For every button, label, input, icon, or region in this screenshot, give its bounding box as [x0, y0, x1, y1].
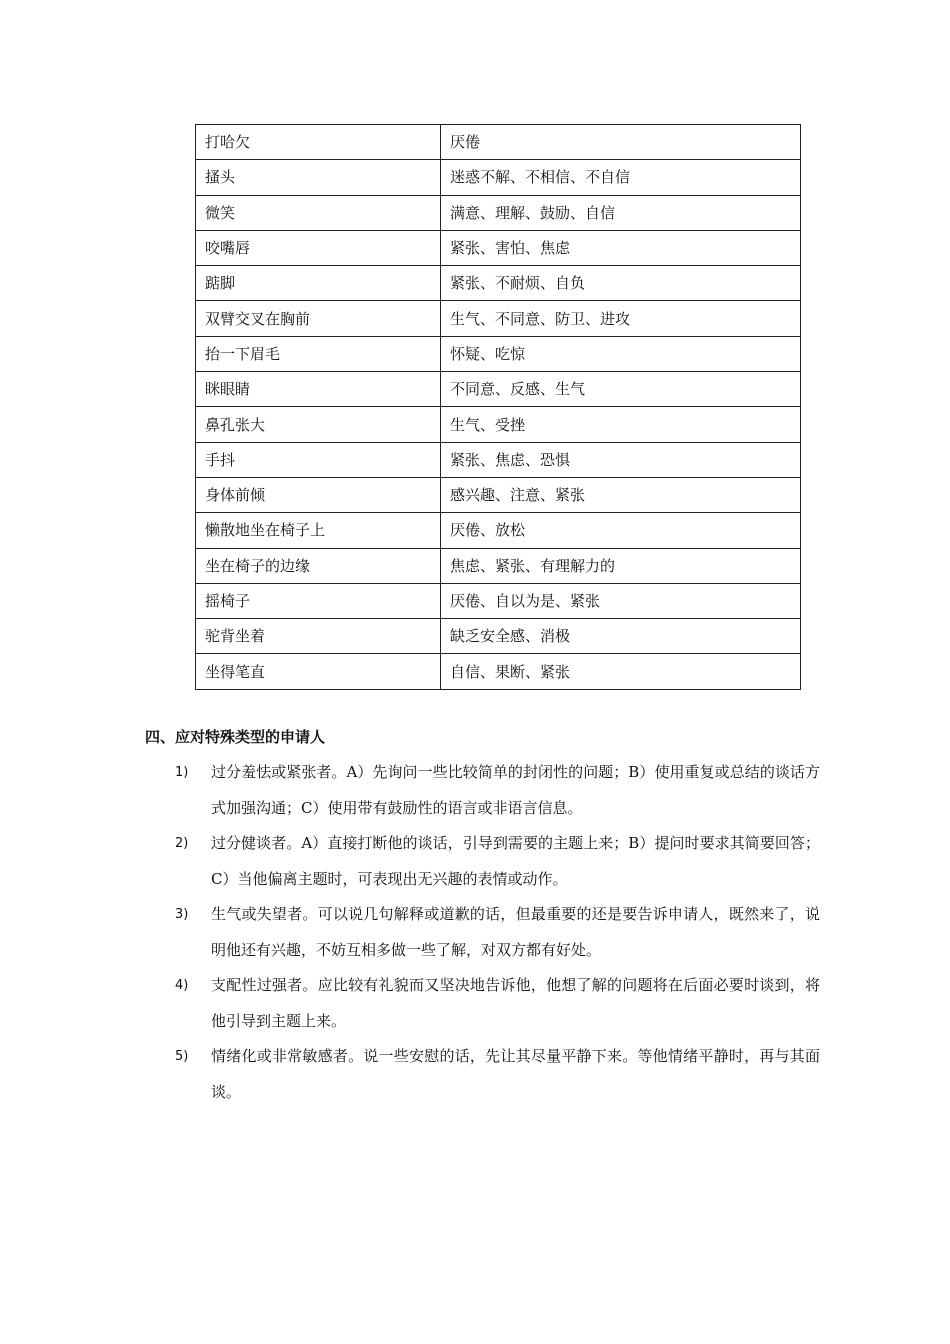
- list-item-number: 1): [175, 765, 189, 780]
- list-item: [175, 968, 820, 1039]
- meaning-cell: 厌倦: [441, 125, 801, 160]
- applicant-types-list: [175, 755, 820, 1110]
- meaning-cell: 感兴趣、注意、紧张: [441, 477, 801, 512]
- table-row: [196, 654, 801, 689]
- table-row: [196, 619, 801, 654]
- meaning-cell: 怀疑、吃惊: [441, 336, 801, 371]
- table-row: [196, 407, 801, 442]
- gesture-cell: 打哈欠: [196, 125, 441, 160]
- gesture-cell: 搔头: [196, 160, 441, 195]
- table-row: [196, 477, 801, 512]
- table-row: [196, 230, 801, 265]
- list-item: [175, 1039, 820, 1110]
- table-row: [196, 583, 801, 618]
- meaning-cell: 厌倦、自以为是、紧张: [441, 583, 801, 618]
- gesture-cell: 双臂交叉在胸前: [196, 301, 441, 336]
- meaning-cell: 紧张、不耐烦、自负: [441, 266, 801, 301]
- table-row: [196, 266, 801, 301]
- gesture-cell: 驼背坐着: [196, 619, 441, 654]
- table-row: [196, 336, 801, 371]
- list-item: [175, 826, 820, 897]
- body-language-table: [195, 124, 801, 690]
- gesture-cell: 咬嘴唇: [196, 230, 441, 265]
- table-row: [196, 125, 801, 160]
- gesture-cell: 身体前倾: [196, 477, 441, 512]
- gesture-cell: 手抖: [196, 442, 441, 477]
- meaning-cell: 缺乏安全感、消极: [441, 619, 801, 654]
- meaning-cell: 满意、理解、鼓励、自信: [441, 195, 801, 230]
- section-heading: 四、应对特殊类型的申请人: [145, 728, 326, 746]
- gesture-cell: 踮脚: [196, 266, 441, 301]
- list-item: [175, 755, 820, 826]
- gesture-cell: 眯眼睛: [196, 372, 441, 407]
- list-item-number: 2): [175, 836, 189, 851]
- list-item-text: 支配性过强者。应比较有礼貌而又坚决地告诉他，他想了解的问题将在后面必要时谈到，将他引导到主题上来。: [211, 976, 820, 1030]
- gesture-cell: 微笑: [196, 195, 441, 230]
- table-row: [196, 548, 801, 583]
- table-row: [196, 160, 801, 195]
- table-row: [196, 513, 801, 548]
- list-item-text: 过分健谈者。A）直接打断他的谈话，引导到需要的主题上来；B）提问时要求其简要回答；C）当他偏离主题时，可表现出无兴趣的表情或动作。: [211, 834, 820, 888]
- list-item-text: 过分羞怯或紧张者。A）先询问一些比较简单的封闭性的问题；B）使用重复或总结的谈话方式加强沟通；C）使用带有鼓励性的语言或非语言信息。: [211, 763, 820, 817]
- list-item: [175, 897, 820, 968]
- meaning-cell: 生气、受挫: [441, 407, 801, 442]
- gesture-cell: 抬一下眉毛: [196, 336, 441, 371]
- meaning-cell: 自信、果断、紧张: [441, 654, 801, 689]
- meaning-cell: 紧张、焦虑、恐惧: [441, 442, 801, 477]
- gesture-cell: 坐在椅子的边缘: [196, 548, 441, 583]
- gesture-cell: 摇椅子: [196, 583, 441, 618]
- meaning-cell: 焦虑、紧张、有理解力的: [441, 548, 801, 583]
- list-item-text: 生气或失望者。可以说几句解释或道歉的话，但最重要的还是要告诉申请人，既然来了，说明他还有兴趣，不妨互相多做一些了解，对双方都有好处。: [211, 905, 820, 959]
- list-item-number: 5): [175, 1049, 189, 1064]
- meaning-cell: 迷惑不解、不相信、不自信: [441, 160, 801, 195]
- meaning-cell: 厌倦、放松: [441, 513, 801, 548]
- gesture-cell: 坐得笔直: [196, 654, 441, 689]
- list-item-text: 情绪化或非常敏感者。说一些安慰的话，先让其尽量平静下来。等他情绪平静时，再与其面谈。: [211, 1047, 820, 1101]
- table-row: [196, 442, 801, 477]
- list-item-number: 3): [175, 907, 189, 922]
- meaning-cell: 生气、不同意、防卫、进攻: [441, 301, 801, 336]
- table-row: [196, 372, 801, 407]
- list-item-number: 4): [175, 978, 189, 993]
- meaning-cell: 紧张、害怕、焦虑: [441, 230, 801, 265]
- table-row: [196, 195, 801, 230]
- meaning-cell: 不同意、反感、生气: [441, 372, 801, 407]
- gesture-cell: 鼻孔张大: [196, 407, 441, 442]
- gesture-cell: 懒散地坐在椅子上: [196, 513, 441, 548]
- table-row: [196, 301, 801, 336]
